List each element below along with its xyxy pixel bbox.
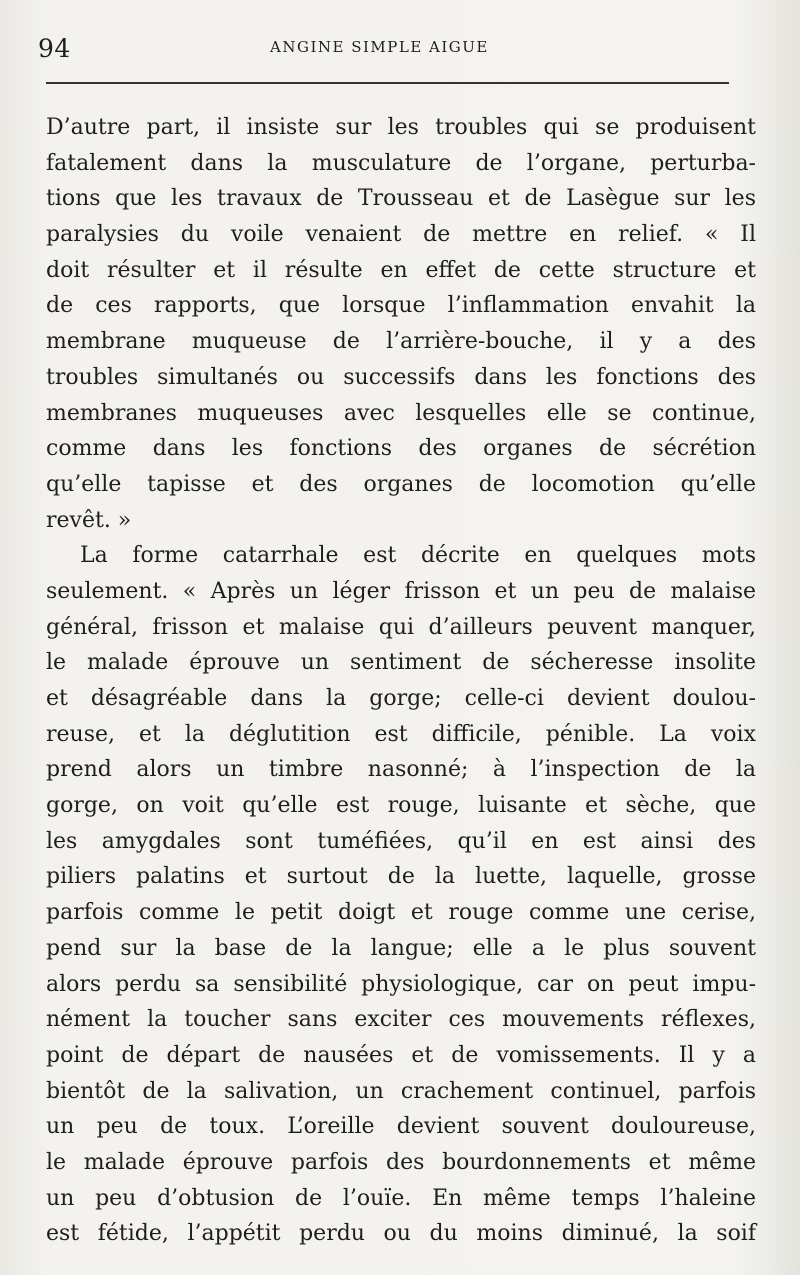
text-line: revêt. » (46, 507, 132, 533)
text-line: reuse, et la déglutition est difficile, pénible. La voix (46, 721, 756, 747)
text-line: les amygdales sont tuméfiées, qu’il en est ainsi des (46, 828, 756, 854)
text-line: et désagréable dans la gorge; celle-ci devient doulou- (46, 686, 756, 711)
text-line: général, frisson et malaise qui d’ailleurs peuvent manquer, (46, 614, 756, 640)
text-line: D’autre part, il insiste sur les troubles qui se produisent (46, 115, 756, 140)
text-line: point de départ de nausées et de vomissements. Il y a (46, 1042, 756, 1068)
text-line: pend sur la base de la langue; elle a le plus souvent (46, 935, 756, 961)
page-header (38, 30, 728, 64)
text-line: parfois comme le petit doigt et rouge comme une cerise, (46, 900, 756, 926)
text-line: de ces rapports, que lorsque l’inflammation envahit la (46, 293, 756, 319)
text-line: le malade éprouve parfois des bourdonnements et même (46, 1149, 756, 1175)
text-line: qu’elle tapisse et des organes de locomotion qu’elle (46, 471, 756, 497)
text-line: seulement. « Après un léger frisson et un peu de malaise (46, 578, 756, 604)
text-line: fatalement dans la musculature de l’organe, perturba- (46, 150, 756, 176)
text-line: alors perdu sa sensibilité physiologique, car on peut impu- (46, 971, 756, 997)
text-line: piliers palatins et surtout de la luette, laquelle, grosse (46, 864, 756, 890)
text-line: bientôt de la salivation, un crachement continuel, parfois (46, 1078, 756, 1104)
text-line: troubles simultanés ou successifs dans les fonctions des (46, 364, 756, 390)
text-line: doit résulter et il résulte en effet de cette structure et (46, 257, 756, 283)
text-line: comme dans les fonctions des organes de sécrétion (46, 436, 756, 462)
text-line: membrane muqueuse de l’arrière-bouche, il y a des (46, 329, 756, 355)
header-rule (46, 82, 729, 84)
text-line: nément la toucher sans exciter ces mouvements réflexes, (46, 1007, 756, 1033)
text-line: est fétide, l’appétit perdu ou du moins diminué, la soif (46, 1221, 756, 1247)
text-line: La forme catarrhale est décrite en quelques mots (80, 543, 756, 569)
text-line: membranes muqueuses avec lesquelles elle se continue, (46, 400, 756, 426)
text-line: le malade éprouve un sentiment de sécheresse insolite (46, 650, 756, 676)
text-line: paralysies du voile venaient de mettre en relief. « Il (46, 222, 756, 248)
text-line: un peu d’obtusion de l’ouïe. En même temps l’haleine (46, 1185, 756, 1211)
text-line: un peu de toux. L’oreille devient souvent douloureuse, (46, 1114, 756, 1140)
running-head: ANGINE SIMPLE AIGUE (270, 38, 489, 56)
text-line: gorge, on voit qu’elle est rouge, luisante et sèche, que (46, 793, 756, 819)
text-line: tions que les travaux de Trousseau et de Lasègue sur les (46, 186, 756, 212)
body-text (46, 110, 756, 1252)
page-number: 94 (38, 34, 71, 63)
text-line: prend alors un timbre nasonné; à l’inspection de la (46, 757, 756, 783)
